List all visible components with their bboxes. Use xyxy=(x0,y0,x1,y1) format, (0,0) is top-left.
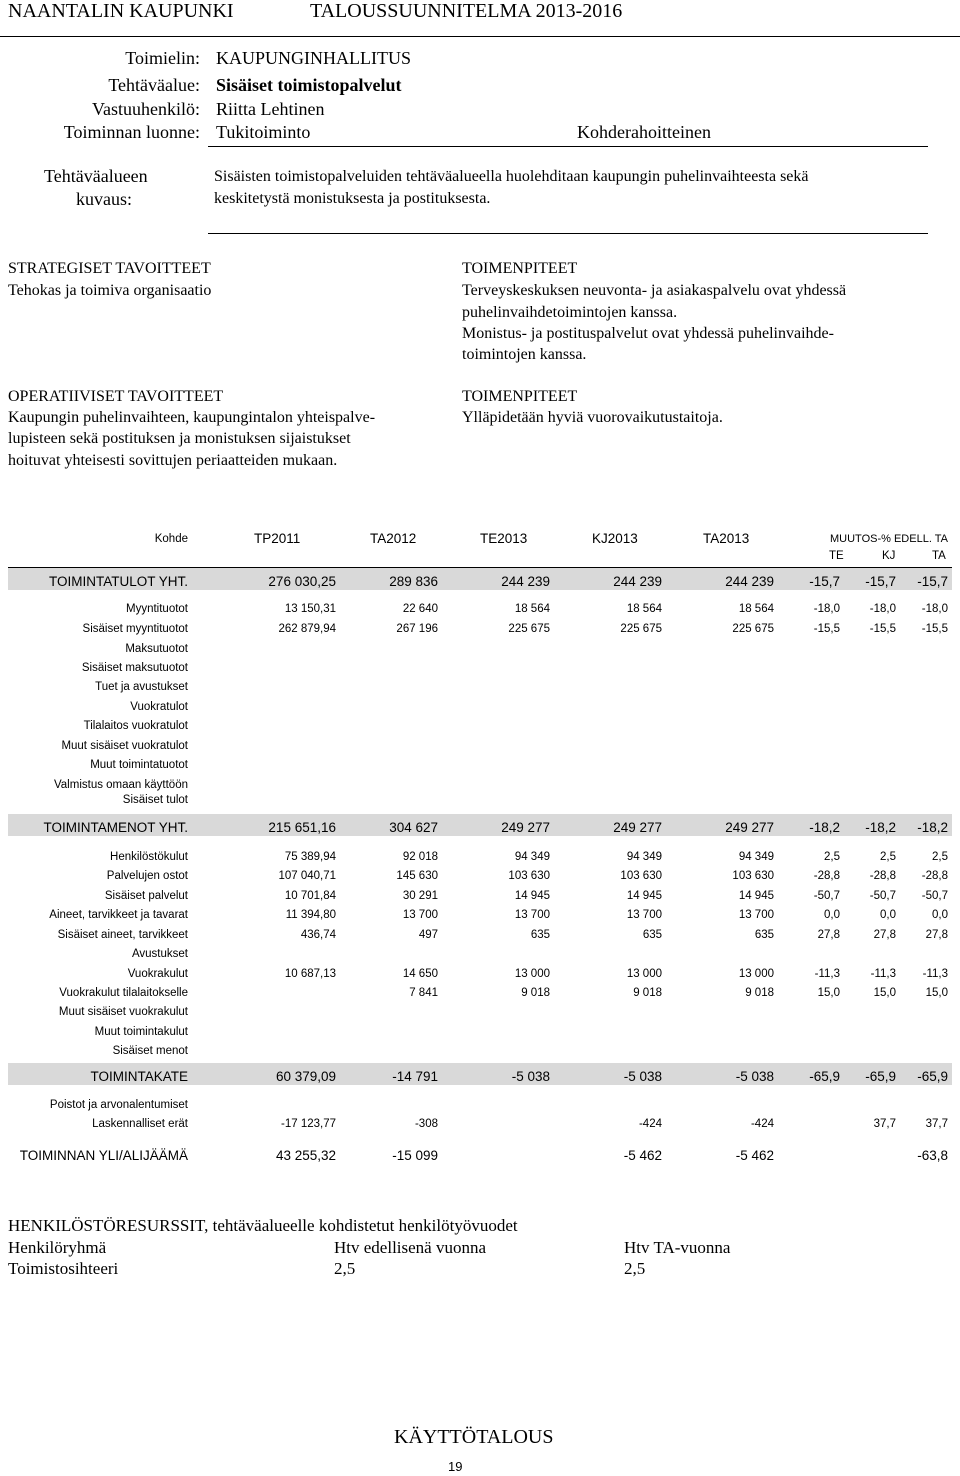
table-cell: -5 038 xyxy=(623,1069,662,1084)
col-header-change-te: TE xyxy=(829,550,844,562)
table-cell: 37,7 xyxy=(925,1118,948,1130)
table-row-label: Vuokratulot xyxy=(130,701,188,713)
table-cell: -50,7 xyxy=(869,890,896,902)
table-cell: 0,0 xyxy=(932,909,948,921)
table-row-label: Aineet, tarvikkeet ja tavarat xyxy=(49,909,188,921)
table-cell: -15,5 xyxy=(813,623,840,635)
table-cell: -424 xyxy=(638,1118,662,1130)
table-row-label: Palvelujen ostot xyxy=(106,870,188,882)
table-cell: 276 030,25 xyxy=(268,574,336,589)
operative-line: lupisteen sekä postituksen ja monistuksen sijaistukset xyxy=(8,430,351,447)
table-cell: -28,8 xyxy=(813,870,840,882)
table-row-label: Tuet ja avustukset xyxy=(95,681,188,693)
table-cell: -308 xyxy=(414,1118,438,1130)
table-row-label: Sisäiset palvelut xyxy=(104,890,188,902)
table-row-label: Avustukset xyxy=(131,948,188,960)
table-cell: -63,8 xyxy=(917,1148,948,1163)
footer-section: KÄYTTÖTALOUS xyxy=(394,1426,554,1448)
info-label-area: Tehtäväalue: xyxy=(108,75,200,95)
info-value-responsible: Riitta Lehtinen xyxy=(216,99,325,119)
table-cell: -18,0 xyxy=(813,603,840,615)
staff-row-prev: 2,5 xyxy=(334,1259,356,1278)
table-cell: -5 038 xyxy=(735,1069,774,1084)
table-total-label: TOIMINTAKATE xyxy=(90,1069,188,1084)
table-row-label: Sisäiset aineet, tarvikkeet xyxy=(57,929,188,941)
table-row-label: Laskennalliset erät xyxy=(92,1118,188,1130)
table-cell: 225 675 xyxy=(620,623,662,635)
table-cell: 244 239 xyxy=(501,574,550,589)
actions1-line: puhelinvaihdetoimintojen kanssa. xyxy=(462,304,678,321)
col-header-label: Kohde xyxy=(154,533,188,545)
table-cell: -15 099 xyxy=(392,1148,438,1163)
budget-type: Kohderahoitteinen xyxy=(577,122,711,142)
table-cell: 10 701,84 xyxy=(284,890,336,902)
table-cell: -65,9 xyxy=(865,1069,896,1084)
table-cell: -50,7 xyxy=(921,890,948,902)
description-label-1: Tehtäväalueen xyxy=(44,166,148,186)
table-cell: 107 040,71 xyxy=(278,870,336,882)
actions1-line: toimintojen kanssa. xyxy=(462,346,587,363)
operative-line: Kaupungin puhelinvaihteen, kaupungintalon yhteispalve- xyxy=(8,409,376,426)
table-cell: 94 349 xyxy=(514,851,550,863)
strategic-heading: STRATEGISET TAVOITTEET xyxy=(8,260,211,277)
table-cell: -15,5 xyxy=(869,623,896,635)
table-cell: 11 394,80 xyxy=(285,909,336,921)
description-rule xyxy=(208,233,928,234)
page-number: 19 xyxy=(448,1459,463,1474)
table-row-label: Henkilöstökulut xyxy=(110,851,188,863)
table-cell: -65,9 xyxy=(917,1069,948,1084)
table-cell: -424 xyxy=(750,1118,774,1130)
description-label-2: kuvaus: xyxy=(76,189,132,209)
table-cell: -14 791 xyxy=(392,1069,438,1084)
table-cell: -18,2 xyxy=(809,820,840,835)
col-header-ta2013: TA2013 xyxy=(703,531,750,546)
table-cell: 2,5 xyxy=(880,851,896,863)
table-cell: -15,5 xyxy=(921,623,948,635)
header-rule xyxy=(0,36,960,37)
table-cell: 27,8 xyxy=(817,929,840,941)
staff-heading: HENKILÖSTÖRESURSSIT, tehtäväalueelle kohdistetut henkilötyövuodet xyxy=(8,1216,518,1235)
table-cell: 94 349 xyxy=(626,851,662,863)
table-cell: 267 196 xyxy=(396,623,438,635)
table-cell: 13 700 xyxy=(626,909,662,921)
table-cell: -11,3 xyxy=(922,968,948,980)
table-cell: -18,0 xyxy=(921,603,948,615)
info-label-responsible: Vastuuhenkilö: xyxy=(92,99,200,119)
actions2-text: Ylläpidetään hyviä vuorovaikutustaitoja. xyxy=(462,409,723,426)
table-cell: 9 018 xyxy=(633,987,662,999)
table-cell: -18,0 xyxy=(869,603,896,615)
table-cell: 436,74 xyxy=(300,929,336,941)
description-line-2: keskitetystä monistuksesta ja postituksesta. xyxy=(214,190,491,207)
table-cell: -5 038 xyxy=(511,1069,550,1084)
table-cell: 92 018 xyxy=(402,851,438,863)
table-cell: 2,5 xyxy=(932,851,948,863)
table-row-label: Valmistus omaan käyttöön xyxy=(53,779,188,791)
table-cell: 249 277 xyxy=(725,820,774,835)
info-value-nature: Tukitoiminto xyxy=(216,122,311,142)
table-cell: 262 879,94 xyxy=(278,623,336,635)
info-value-board: KAUPUNGINHALLITUS xyxy=(216,48,411,68)
table-cell: 18 564 xyxy=(514,603,550,615)
table-cell: 7 841 xyxy=(409,987,438,999)
table-cell: 13 000 xyxy=(626,968,662,980)
operative-line: hoituvat yhteisesti sovittujen periaatteiden mukaan. xyxy=(8,452,338,469)
table-cell: 27,8 xyxy=(925,929,948,941)
table-cell: 14 650 xyxy=(402,968,438,980)
table-cell: 13 000 xyxy=(738,968,774,980)
table-cell: 304 627 xyxy=(389,820,438,835)
table-cell: -17 123,77 xyxy=(281,1118,336,1130)
table-row-label: Sisäiset maksutuotot xyxy=(81,662,188,674)
table-cell: 15,0 xyxy=(817,987,840,999)
info-rule xyxy=(208,146,928,147)
table-cell: -18,2 xyxy=(865,820,896,835)
table-cell: -15,7 xyxy=(809,574,840,589)
table-cell: 13 700 xyxy=(402,909,438,921)
table-cell: 13 700 xyxy=(738,909,774,921)
col-header-change: MUUTOS-% EDELL. TA xyxy=(830,533,948,545)
table-cell: 103 630 xyxy=(508,870,550,882)
table-cell: 244 239 xyxy=(725,574,774,589)
table-cell: 22 640 xyxy=(402,603,438,615)
col-header-change-kj: KJ xyxy=(882,550,896,562)
col-header-ta2012: TA2012 xyxy=(370,531,417,546)
actions1-line: Monistus- ja postituspalvelut ovat yhdessä puhelinvaihde- xyxy=(462,325,834,342)
document-header-right: TALOUSSUUNNITELMA 2013-2016 xyxy=(310,0,623,22)
table-cell: -50,7 xyxy=(813,890,840,902)
table-total-label: TOIMINTAMENOT YHT. xyxy=(43,820,188,835)
table-cell: 249 277 xyxy=(501,820,550,835)
table-cell: 244 239 xyxy=(613,574,662,589)
table-row-label: Muut sisäiset vuokrakulut xyxy=(58,1006,188,1018)
table-total-label: TOIMINTATULOT YHT. xyxy=(48,574,188,589)
table-cell: 30 291 xyxy=(402,890,438,902)
staff-col-ta: Htv TA-vuonna xyxy=(624,1238,731,1257)
table-row-label: Vuokrakulut tilalaitokselle xyxy=(59,987,188,999)
table-cell: -18,2 xyxy=(917,820,948,835)
staff-col-group: Henkilöryhmä xyxy=(8,1238,107,1257)
table-cell: 0,0 xyxy=(824,909,840,921)
col-header-tp2011: TP2011 xyxy=(254,531,301,546)
table-cell: 13 000 xyxy=(514,968,550,980)
table-cell: 2,5 xyxy=(824,851,840,863)
table-cell: 27,8 xyxy=(873,929,896,941)
table-cell: 9 018 xyxy=(745,987,774,999)
table-row-label: Sisäiset myyntituotot xyxy=(82,623,188,635)
staff-col-prev: Htv edellisenä vuonna xyxy=(334,1238,487,1257)
table-cell: -11,3 xyxy=(814,968,840,980)
table-cell: 10 687,13 xyxy=(284,968,336,980)
table-cell: 103 630 xyxy=(732,870,774,882)
table-row-label: Sisäiset tulot xyxy=(122,794,188,806)
table-cell: 635 xyxy=(754,929,774,941)
table-cell: 225 675 xyxy=(732,623,774,635)
table-cell: 14 945 xyxy=(626,890,662,902)
table-cell: 497 xyxy=(418,929,438,941)
table-row-label: Vuokrakulut xyxy=(127,968,188,980)
table-cell: -28,8 xyxy=(921,870,948,882)
info-label-nature: Toiminnan luonne: xyxy=(63,122,200,142)
table-cell: 249 277 xyxy=(613,820,662,835)
table-cell: 43 255,32 xyxy=(275,1148,336,1163)
table-cell: 635 xyxy=(642,929,662,941)
table-cell: 14 945 xyxy=(738,890,774,902)
table-cell: -28,8 xyxy=(869,870,896,882)
table-cell: -65,9 xyxy=(809,1069,840,1084)
table-cell: 145 630 xyxy=(396,870,438,882)
table-cell: -15,7 xyxy=(917,574,948,589)
table-row-label: Muut sisäiset vuokratulot xyxy=(61,740,188,752)
strategic-text: Tehokas ja toimiva organisaatio xyxy=(8,282,212,299)
table-total-label: TOIMINNAN YLI/ALIJÄÄMÄ xyxy=(19,1148,188,1163)
info-label-board: Toimielin: xyxy=(125,48,200,68)
table-cell: 18 564 xyxy=(738,603,774,615)
table-row-label: Muut toimintakulut xyxy=(94,1026,188,1038)
table-row-label: Myyntituotot xyxy=(126,603,188,615)
table-cell: 103 630 xyxy=(620,870,662,882)
table-cell: 635 xyxy=(530,929,550,941)
table-cell: 9 018 xyxy=(521,987,550,999)
document-header-left: NAANTALIN KAUPUNKI xyxy=(8,0,234,22)
table-cell: 18 564 xyxy=(626,603,662,615)
table-row-label: Tilalaitos vuokratulot xyxy=(83,720,188,732)
table-cell: 15,0 xyxy=(873,987,896,999)
table-cell: 13 700 xyxy=(514,909,550,921)
table-cell: -15,7 xyxy=(865,574,896,589)
table-row-label: Muut toimintatuotot xyxy=(90,759,188,771)
table-row-label: Maksutuotot xyxy=(125,643,188,655)
description-line-1: Sisäisten toimistopalveluiden tehtäväalueella huolehditaan kaupungin puhelinvaihteesta sekä xyxy=(214,168,809,185)
actions1-line: Terveyskeskuksen neuvonta- ja asiakaspalvelu ovat yhdessä xyxy=(462,282,847,299)
table-cell: 13 150,31 xyxy=(284,603,336,615)
col-header-kj2013: KJ2013 xyxy=(592,531,638,546)
table-cell: 215 651,16 xyxy=(268,820,336,835)
table-cell: -11,3 xyxy=(870,968,896,980)
table-row-label: Sisäiset menot xyxy=(112,1045,188,1057)
actions1-heading: TOIMENPITEET xyxy=(462,260,578,277)
staff-row-group: Toimistosihteeri xyxy=(8,1259,119,1278)
table-cell: -5 462 xyxy=(623,1148,662,1163)
col-header-te2013: TE2013 xyxy=(480,531,528,546)
table-cell: 225 675 xyxy=(508,623,550,635)
table-cell: 289 836 xyxy=(389,574,438,589)
table-cell: 15,0 xyxy=(925,987,948,999)
table-cell: 75 389,94 xyxy=(284,851,336,863)
operative-heading: OPERATIIVISET TAVOITTEET xyxy=(8,388,224,405)
col-header-change-ta: TA xyxy=(932,550,946,562)
actions2-heading: TOIMENPITEET xyxy=(462,388,578,405)
info-value-area: Sisäiset toimistopalvelut xyxy=(216,75,402,95)
table-cell: 14 945 xyxy=(514,890,550,902)
table-row-label: Poistot ja arvonalentumiset xyxy=(49,1099,188,1111)
table-cell: 37,7 xyxy=(873,1118,896,1130)
staff-row-ta: 2,5 xyxy=(624,1259,646,1278)
table-rule xyxy=(8,567,952,568)
table-cell: 94 349 xyxy=(738,851,774,863)
table-cell: 60 379,09 xyxy=(275,1069,336,1084)
table-cell: 0,0 xyxy=(880,909,896,921)
table-cell: -5 462 xyxy=(735,1148,774,1163)
